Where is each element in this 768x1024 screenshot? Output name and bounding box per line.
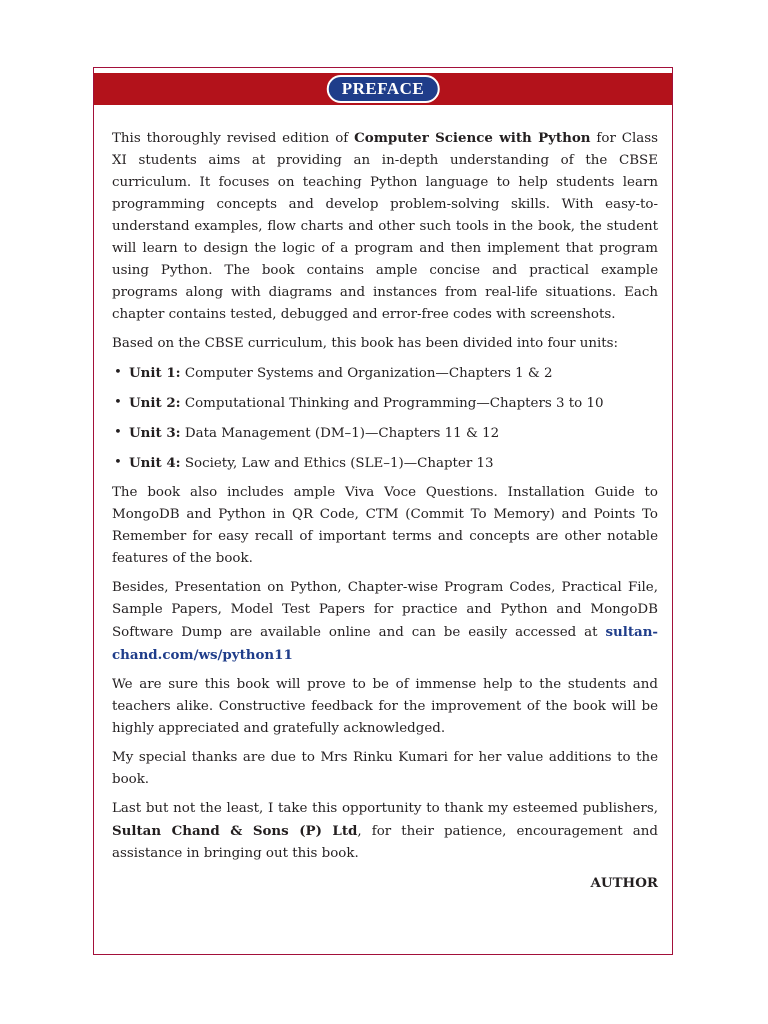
intro-paragraph (112, 127, 658, 326)
unit-label: Unit 1: (129, 365, 181, 381)
publisher-thanks-text: Last but not the least, I take this opportunity to thank my esteemed publishers, (112, 801, 658, 816)
author-signature: AUTHOR (590, 875, 658, 891)
website-link[interactable]: sultan-chand.com/ws/python11 (112, 624, 658, 663)
list-item (112, 452, 658, 475)
book-title: Computer Science with Python (354, 130, 591, 146)
feedback-paragraph: We are sure this book will prove to be of immense help to the students and teachers alike. Constructive feedback for the improvement of the book will be highly appreciated and gratefully acknowledged. (112, 677, 658, 736)
online-resources-text: Besides, Presentation on Python, Chapter-wise Program Codes, Practical File, Sample Papers, Model Test Papers for practice and Python and MongoDB Software Dump are available online and can be easily accessed at (112, 580, 658, 640)
publisher-name: Sultan Chand & Sons (P) Ltd (112, 823, 358, 839)
unit-text: Computational Thinking and Programming—Chapters 3 to 10 (180, 396, 604, 411)
list-item (112, 392, 658, 415)
unit-label: Unit 2: (129, 395, 181, 411)
units-list (112, 362, 658, 475)
page-frame (93, 67, 673, 955)
header-banner (94, 73, 672, 105)
publisher-thanks-text-rest: , for their patience, encouragement and assistance in bringing out this book. (112, 824, 658, 861)
preface-body (112, 127, 658, 894)
bullet-icon: • (114, 425, 122, 440)
publisher-thanks-paragraph (112, 798, 658, 865)
unit-label: Unit 4: (129, 455, 181, 471)
features-paragraph: The book also includes ample Viva Voce Questions. Installation Guide to MongoDB and Python in QR Code, CTM (Commit To Memory) and Points To Remember for easy recall of important terms and concepts are other notable features of the book. (112, 485, 658, 566)
intro-text-rest: for Class XI students aims at providing an in-depth understanding of the CBSE curriculum. It focuses on teaching Python language to help students learn programming concepts and develop problem-solving skills. With easy-to-understand examples, flow charts and other such tools in the book, the student will learn to design the logic of a program and then implement that program using Python. The book contains ample concise and practical example programs along with diagrams and instances from real-life situations. Each chapter contains tested, debugged and error-free codes with screenshots. (112, 131, 659, 322)
list-item (112, 422, 658, 445)
thanks-paragraph: My special thanks are due to Mrs Rinku Kumari for her value additions to the book. (112, 750, 658, 787)
online-resources-paragraph (112, 577, 658, 667)
unit-text: Computer Systems and Organization—Chapters 1 & 2 (180, 366, 553, 381)
list-item (112, 362, 658, 385)
unit-text: Society, Law and Ethics (SLE–1)—Chapter 13 (180, 456, 494, 471)
bullet-icon: • (114, 395, 122, 410)
bullet-icon: • (114, 455, 122, 470)
bullet-icon: • (114, 365, 122, 380)
unit-label: Unit 3: (129, 425, 181, 441)
units-intro-paragraph: Based on the CBSE curriculum, this book has been divided into four units: (112, 336, 619, 351)
intro-text: This thoroughly revised edition of (112, 131, 355, 146)
unit-text: Data Management (DM–1)—Chapters 11 & 12 (180, 426, 500, 441)
page-title: PREFACE (327, 75, 440, 103)
